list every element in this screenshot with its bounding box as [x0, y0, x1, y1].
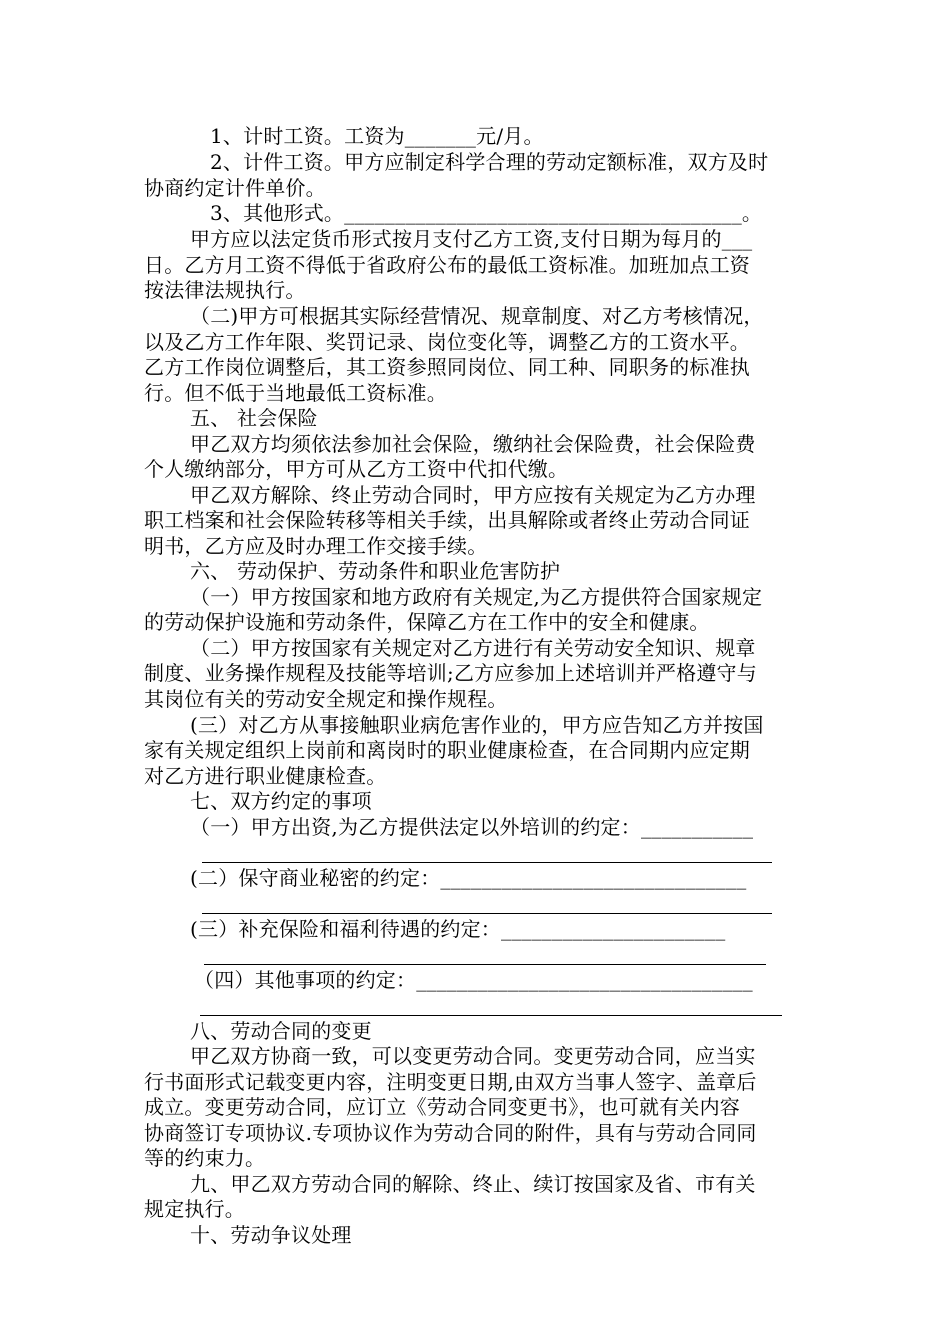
- text-line: 协商约定计件单价。: [144, 176, 326, 200]
- text-line: (三）对乙方从事接触职业病危害作业的，甲方应告知乙方并按国: [190, 713, 764, 737]
- text-line: 明书，乙方应及时办理工作交接手续。: [144, 534, 488, 558]
- text-line: 甲方应以法定货币形式按月支付乙方工资,支付日期为每月的___: [190, 227, 753, 251]
- section-heading: 八、劳动合同的变更: [190, 1019, 372, 1043]
- text-line: 3、其他形式。_______________________________________。: [210, 201, 763, 225]
- text-line: 家有关规定组织上岗前和离岗时的职业健康检查，在合同期内应定期: [144, 738, 750, 762]
- text-line: （四）其他事项的约定：_________________________________: [194, 968, 753, 992]
- text-line: 以及乙方工作年限、奖罚记录、岗位变化等，调整乙方的工资水平。: [144, 330, 750, 354]
- text-line: 个人缴纳部分，甲方可从乙方工资中代扣代缴。: [144, 457, 569, 481]
- text-line: 甲乙双方协商一致，可以变更劳动合同。变更劳动合同，应当实: [190, 1044, 756, 1068]
- text-line: 2、计件工资。甲方应制定科学合理的劳动定额标准，双方及时: [210, 150, 769, 174]
- text-line: (三）补充保险和福利待遇的约定：______________________: [190, 917, 726, 941]
- text-line: 成立。变更劳动合同，应订立《劳动合同变更书》，也可就有关内容: [144, 1095, 740, 1119]
- text-line: （一）甲方出资,为乙方提供法定以外培训的约定：___________: [190, 815, 754, 839]
- text-line: 职工档案和社会保险转移等相关手续，出具解除或者终止劳动合同证: [144, 508, 750, 532]
- section-heading: 六、 劳动保护、劳动条件和职业危害防护: [190, 559, 561, 583]
- text-line: 规定执行。: [144, 1197, 245, 1221]
- fill-in-blank-line: [202, 862, 772, 863]
- text-line: （二）甲方按国家有关规定对乙方进行有关劳动安全知识、规章: [190, 636, 756, 660]
- text-line: (二）保守商业秘密的约定：______________________________: [190, 866, 747, 890]
- text-line: 1、计时工资。工资为_______元/月。: [210, 124, 544, 148]
- fill-in-blank-line: [204, 964, 766, 965]
- section-heading: 五、 社会保险: [190, 406, 318, 430]
- text-line: 行。但不低于当地最低工资标准。: [144, 381, 447, 405]
- fill-in-blank-line: [200, 1015, 782, 1016]
- text-line: 协商签订专项协议.专项协议作为劳动合同的附件，具有与劳动合同同: [144, 1121, 757, 1145]
- section-heading: 十、劳动争议处理: [190, 1223, 352, 1247]
- text-line: 行书面形式记载变更内容，注明变更日期,由双方当事人签字、盖章后: [144, 1070, 757, 1094]
- fill-in-blank-line: [202, 913, 772, 914]
- text-line: 等的约束力。: [144, 1146, 266, 1170]
- text-line: 甲乙双方均须依法参加社会保险，缴纳社会保险费，社会保险费: [190, 432, 756, 456]
- text-line: 的劳动保护设施和劳动条件，保障乙方在工作中的安全和健康。: [144, 610, 710, 634]
- text-line: 其岗位有关的劳动安全规定和操作规程。: [144, 687, 508, 711]
- text-line: （二)甲方可根据其实际经营情况、规章制度、对乙方考核情况，: [190, 304, 764, 328]
- text-line: 乙方工作岗位调整后，其工资参照同岗位、同工种、同职务的标准执: [144, 355, 750, 379]
- text-line: 甲乙双方解除、终止劳动合同时，甲方应按有关规定为乙方办理: [190, 483, 756, 507]
- text-line: 按法律法规执行。: [144, 278, 306, 302]
- text-line: 对乙方进行职业健康检查。: [144, 764, 387, 788]
- text-line: 九、甲乙双方劳动合同的解除、终止、续订按国家及省、市有关: [190, 1172, 756, 1196]
- text-line: 日。乙方月工资不得低于省政府公布的最低工资标准。加班加点工资: [144, 253, 750, 277]
- text-line: 制度、业务操作规程及技能等培训;乙方应参加上述培训并严格遵守与: [144, 661, 757, 685]
- section-heading: 七、双方约定的事项: [190, 789, 372, 813]
- text-line: （一）甲方按国家和地方政府有关规定,为乙方提供符合国家规定: [190, 585, 763, 609]
